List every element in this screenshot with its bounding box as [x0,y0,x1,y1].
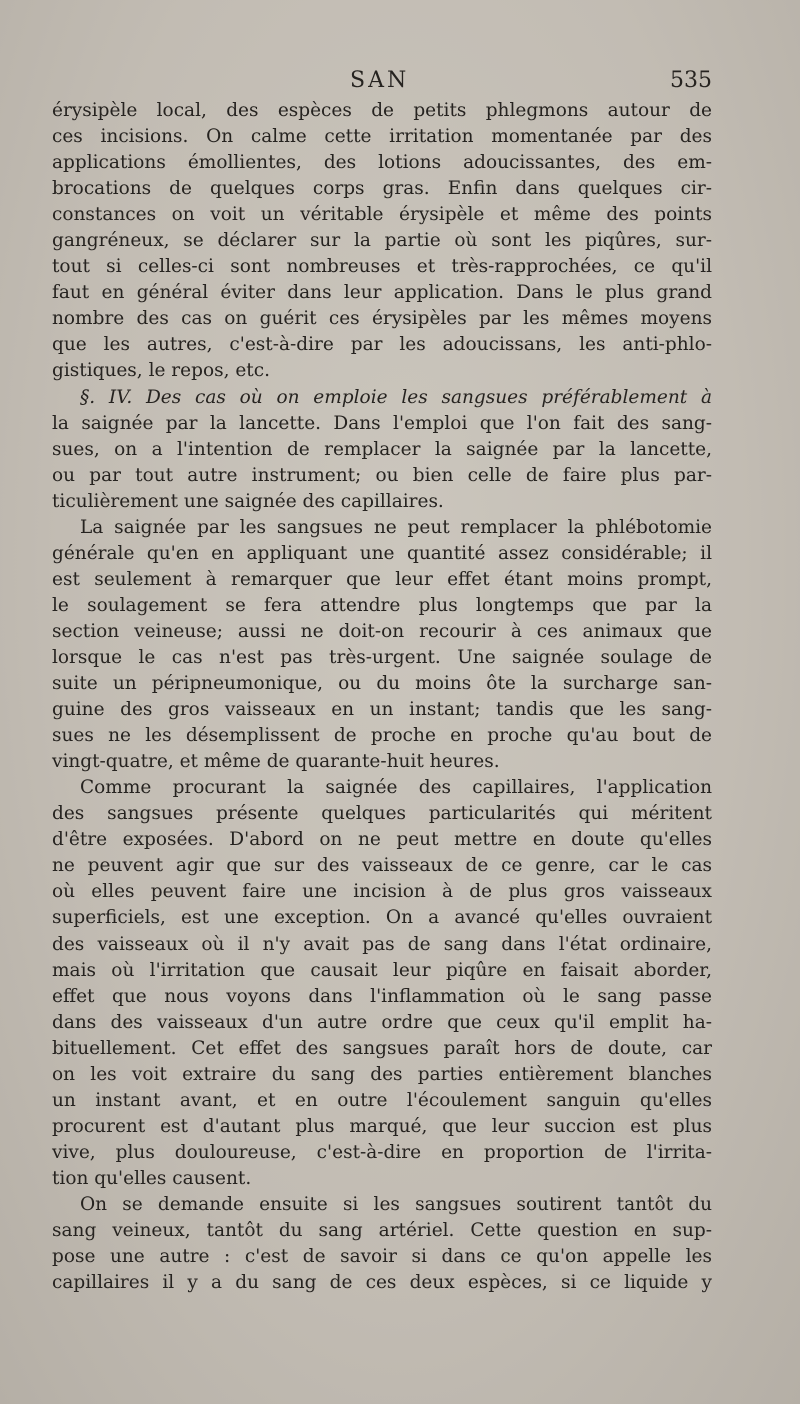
page-header [0,68,800,98]
text-line: effet que nous voyons dans l'inflammation où le sang passe [52,985,712,1007]
text-line: mais où l'irritation que causait leur piqûre en faisait aborder, [52,959,712,981]
text-line: pose une autre : c'est de savoir si dans ce qu'on appelle les [52,1246,712,1268]
text-line: des vaisseaux où il n'y avait pas de sang dans l'état ordinaire, [52,933,712,955]
section-heading-line: §. IV. Des cas où on emploie les sangsues préférablement à [80,386,712,408]
text-line: applications émollientes, des lotions adoucissantes, des em- [52,152,712,174]
text-line: dans des vaisseaux d'un autre ordre que ceux qu'il emplit ha- [52,1011,712,1033]
text-line: suite un péripneumonique, ou du moins ôte la surcharge san- [52,673,712,695]
text-line: on les voit extraire du sang des parties entièrement blanches [52,1063,712,1085]
text-line: ticulièrement une saignée des capillaires. [52,490,444,512]
text-line: vive, plus douloureuse, c'est-à-dire en proportion de l'irrita- [52,1141,712,1163]
text-line: procurent est d'autant plus marqué, que leur succion est plus [52,1115,712,1137]
body-text [52,98,712,1296]
text-line: Comme procurant la saignée des capillaires, l'application [80,777,712,799]
text-line: vingt-quatre, et même de quarante-huit heures. [52,751,500,773]
text-line: guine des gros vaisseaux en un instant; tandis que les sang- [52,699,712,721]
text-line: faut en général éviter dans leur application. Dans le plus grand [52,282,712,304]
text-line: que les autres, c'est-à-dire par les adoucissans, les anti-phlo- [52,334,712,356]
text-line: sues ne les désemplissent de proche en proche qu'au bout de [52,725,712,747]
text-line: constances on voit un véritable érysipèle et même des points [52,204,712,226]
text-line: On se demande ensuite si les sangsues soutirent tantôt du [80,1193,712,1215]
running-head: SAN [350,68,410,93]
text-line: ou par tout autre instrument; ou bien celle de faire plus par- [52,464,712,486]
text-line: gistiques, le repos, etc. [52,360,270,382]
text-line: sues, on a l'intention de remplacer la saignée par la lancette, [52,438,712,460]
text-line: est seulement à remarquer que leur effet étant moins prompt, [52,568,712,590]
text-line: érysipèle local, des espèces de petits phlegmons autour de [52,100,712,121]
text-line: superficiels, est une exception. On a avancé qu'elles ouvraient [52,907,712,929]
text-line: lorsque le cas n'est pas très-urgent. Une saignée soulage de [52,646,712,668]
text-line: La saignée par les sangsues ne peut remplacer la phlébotomie [80,516,712,538]
text-line: section veineuse; aussi ne doit-on recourir à ces animaux que [52,620,712,642]
page-number: 535 [670,68,712,93]
text-line: tout si celles-ci sont nombreuses et très-rapprochées, ce qu'il [52,256,712,278]
text-line: des sangsues présente quelques particularités qui méritent [52,803,712,825]
text-line: sang veineux, tantôt du sang artériel. Cette question en sup- [52,1220,712,1242]
text-line: un instant avant, et en outre l'écoulement sanguin qu'elles [52,1089,712,1111]
text-line: capillaires il y a du sang de ces deux espèces, si ce liquide y [52,1272,712,1294]
text-line: tion qu'elles causent. [52,1167,252,1189]
text-line: d'être exposées. D'abord on ne peut mettre en doute qu'elles [52,829,712,851]
text-line: bituellement. Cet effet des sangsues paraît hors de doute, car [52,1037,712,1059]
text-line: la saignée par la lancette. Dans l'emploi que l'on fait des sang- [52,412,712,434]
text-line: ces incisions. On calme cette irritation momentanée par des [52,126,712,148]
text-line: le soulagement se fera attendre plus longtemps que par la [52,594,712,616]
text-line: générale qu'en en appliquant une quantité assez considérable; il [52,542,712,564]
text-line: où elles peuvent faire une incision à de plus gros vaisseaux [52,881,712,903]
text-line: ne peuvent agir que sur des vaisseaux de ce genre, car le cas [52,855,712,877]
text-line: gangréneux, se déclarer sur la partie où sont les piqûres, sur- [52,230,712,252]
text-line: nombre des cas on guérit ces érysipèles par les mêmes moyens [52,308,712,330]
text-line: brocations de quelques corps gras. Enfin dans quelques cir- [52,178,712,200]
